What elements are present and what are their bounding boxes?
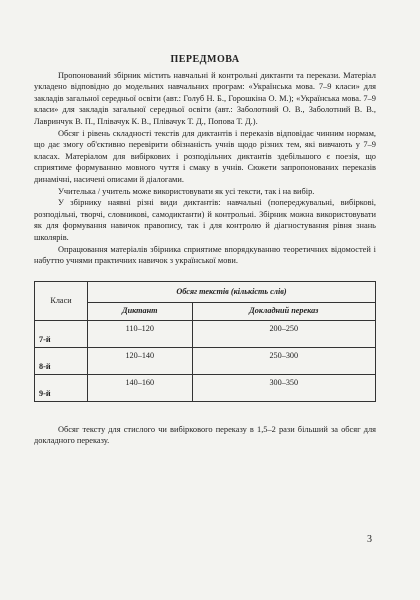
- table-row: [35, 320, 376, 347]
- page-content: [34, 54, 376, 447]
- page-number: 3: [367, 534, 372, 545]
- paragraph-teacher: Учителька / учитель може використовувати як усі тексти, так і на вибір.: [58, 186, 315, 196]
- paragraph-intro: Пропонований збірник містить навчальні й контрольні диктанти та перекази. Матеріал укладено відповідно до модельних навчальних програм: «Українська мова. 7–9 класи» для закладів загальної середньої освіти (авт.: Голуб Н. Б., Горошкіна О. М.); «Українська мова. 7–9 класи» для закладів загальної середньої освіти (авт.: Заболотний О. В., Заболотний В. В., Лавринчук В. П., Плівачук К. В., Плівачук Т. Д., Попова Т. Д.).: [34, 70, 376, 126]
- header-volume: Обсяг текстів (кількість слів): [88, 281, 376, 302]
- retelling-cell: 200–250: [192, 320, 375, 347]
- grade-cell: 7-й: [35, 320, 88, 347]
- table-row: [35, 347, 376, 374]
- word-count-table: [34, 281, 376, 402]
- dictation-cell: 140–160: [88, 374, 193, 401]
- note-paragraph: Обсяг тексту для стислого чи вибіркового переказу в 1,5–2 рази більший за обсяг для докладного переказу.: [34, 424, 376, 446]
- paragraph-types: У збірнику наявні різні види диктантів: навчальні (попереджувальні, вибіркові, розподільні, творчі, словникові, самодиктанти) й контрольні. Збірник можна використовувати як для формування навичок правопису, так і для контролю й діагностування рівня знань школярів.: [34, 198, 376, 242]
- grade-cell: 9-й: [35, 374, 88, 401]
- dictation-cell: 110–120: [88, 320, 193, 347]
- dictation-cell: 120–140: [88, 347, 193, 374]
- retelling-cell: 300–350: [192, 374, 375, 401]
- paragraph-norms: Обсяг і рівень складності текстів для диктантів і переказів відповідає чинним нормам, що дає змогу об'єктивно перевірити обізнаність учнів щодо різних тем, які вивчають у 7–9 класах. Матеріалом для вибіркових і розподільних диктантів здебільшого є поезія, що сприятиме формуванню мовного чуття і смаку в учнів. Сюжети запропонованих переказів динамічні, насичені описами й діалогами.: [34, 128, 376, 184]
- retelling-cell: 250–300: [192, 347, 375, 374]
- table-row: [35, 374, 376, 401]
- paragraph-outcome: Опрацювання матеріалів збірника сприятиме впорядкуванню теоретичних відомостей і набуттю учнями практичних навичок з української мови.: [34, 244, 376, 266]
- header-dictation: Диктант: [88, 302, 193, 320]
- grade-cell: 8-й: [35, 347, 88, 374]
- header-grades: Класи: [35, 281, 88, 320]
- page-title: ПЕРЕДМОВА: [170, 54, 240, 65]
- header-retelling: Докладний переказ: [192, 302, 375, 320]
